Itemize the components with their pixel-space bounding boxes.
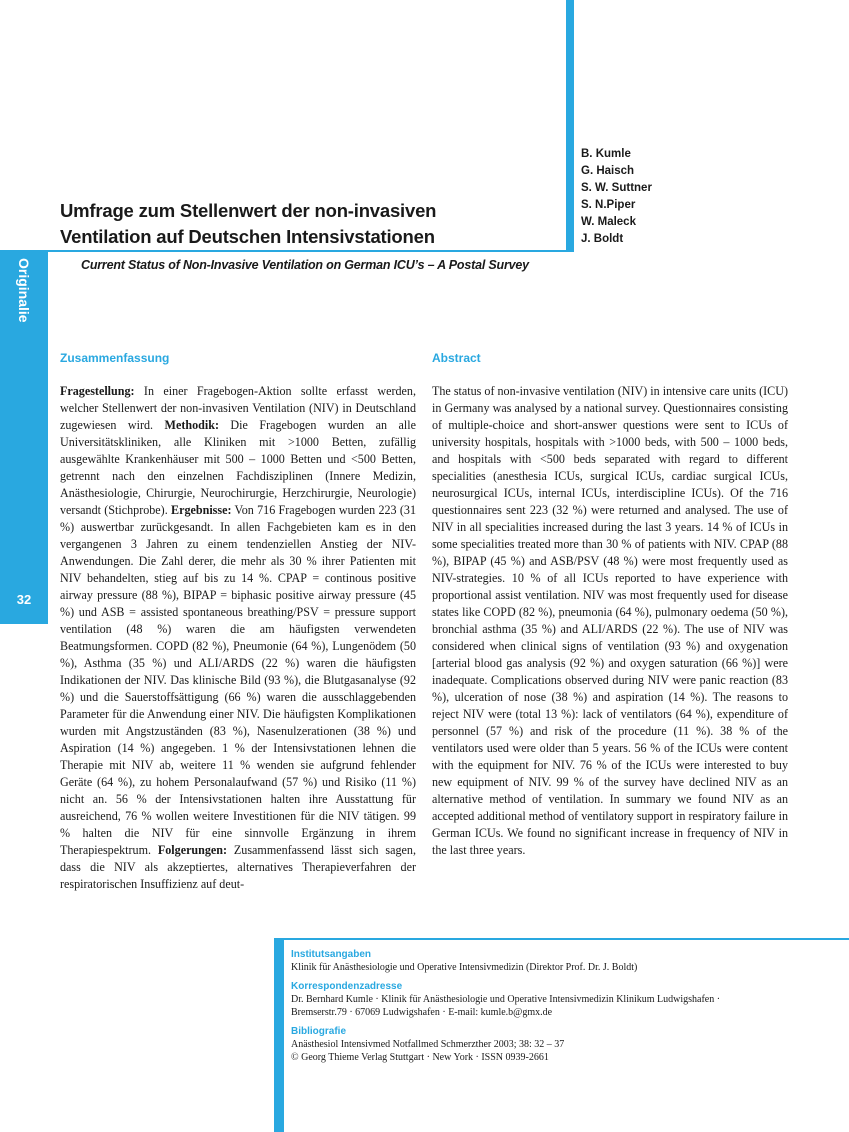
- bibliografie-line: © Georg Thieme Verlag Stuttgart · New York · ISSN 0939-2661: [291, 1052, 549, 1063]
- article-title: [60, 198, 560, 250]
- author: S. N.Piper: [581, 199, 636, 211]
- methodik-text: Die Fragebogen wurden an alle Universitätskliniken, alle Kliniken mit >1000 Betten, zufällig ausgewählte Krankenhäuser mit 500 – 1000 Betten und <500 Betten, getrennt nach den einzelnen Fachdisziplinen (Innere Medizin, Anästhesiologie, Chirurgie, Neurochirurgie, Herzchirurgie, Neurologie) versandt (Stichprobe).: [60, 418, 416, 517]
- korrespondenz-line: Dr. Bernhard Kumle · Klinik für Anästhesiologie und Operative Intensivmedizin Klinikum Ludwigshafen ·: [291, 994, 721, 1005]
- accent-bar-vertical: [566, 0, 574, 252]
- abstract-heading: Abstract: [432, 351, 481, 365]
- title-line-1: Umfrage zum Stellenwert der non-invasiven: [60, 200, 437, 221]
- author: B. Kumle: [581, 148, 631, 160]
- bibliografie-heading: Bibliografie: [291, 1026, 347, 1037]
- zusammenfassung-heading: Zusammenfassung: [60, 351, 170, 365]
- methodik-label: Methodik:: [164, 418, 219, 432]
- bibliografie-block: [291, 1025, 791, 1064]
- korrespondenz-line: Bremserstr.79 · 67069 Ludwigshafen · E-mail: kumle.b@gmx.de: [291, 1007, 553, 1018]
- ergebnisse-text: Von 716 Fragebogen wurden 223 (31 %) auswertbar zurückgesandt. In allen Fachgebieten kam es in den vergangenen 3 Jahren zu einem tendenziellen Anstieg der NIV-Anwendungen. Die Zahl derer, die mehr als 30 % ihrer Patienten mit NIV behandelten, stieg auf bis zu 14 %. CPAP = continous positive airway pressure (88 %), BIPAP = biphasic positive airway pressure (45 %) und ASB = assisted spontaneous breathing/PSV = pressure support ventilation (48 %) waren die am häufigsten verwendeten Beatmungsformen. COPD (82 %), Pneumonie (64 %), Lungenödem (50 %), Asthma (35 %) und ALI/ARDS (22 %) waren die häufigsten Indikationen der NIV. Das klinische Bild (93 %), die Blutgasanalyse (92 %) und die Sauerstoffsättigung (66 %) waren die ausschlaggebenden Parameter für die Anwendung einer NIV. Die häufigsten Komplikationen wurden mit Angstzuständen (83 %), Nasenulzerationen (38 %) und Aspiration (14 %) angegeben. 1 % der Intensivstationen lehnen die Therapie mit NIV ab, weitere 11 % wenden sie aufgrund fehlender Geräte (64 %), zu hohem Personalaufwand (57 %) und Risiko (11 %) nicht an. 56 % der Intensivstationen halten ihre Ausstattung für ausreichend, 76 % wollen weitere Investitionen für die NIV tätigen. 99 % halten die NIV für eine sinnvolle Ergänzung in ihrem Therapiespektrum.: [60, 503, 416, 857]
- fragestellung-label: Fragestellung:: [60, 384, 135, 398]
- folgerungen-label: Folgerungen:: [157, 843, 228, 857]
- info-box-bar: [274, 938, 284, 1132]
- abstract-body: The status of non-invasive ventilation (NIV) in intensive care units (ICU) in Germany was analysed by a national survey. Questionnaires consisting of multiple-choice and short-answer questions were sent to ICUs of university hospitals, hospitals with >1000 beds, with 500 – 1000 beds, and hospitals with <500 beds separated with regard to different specialities (anesthesia ICUs, surgical ICUs, cardiac surgical ICUs, neurosurgical ICUs, internal ICUs, interdiscipline ICUs). Of the 716 questionnaires sent 223 (32 %) were returned and analysed. The use of NIV in all specialities increased during the last 3 years. 14 % of ICUs in some specialities treated more than 30 % of patients with NIV. CPAP (88 %), BIPAP (45 %) and ASB/PSV (48 %) were most frequently used as NIV-strategies. 10 % of all ICUs reported to have experience with proportional assist ventilation. NIV was most frequently used for disease states like COPD (82 %), pneumonia (64 %), pulmonary oedema (50 %), bronchial asthma (35 %) and ALI/ARDS (22 %). The use of NIV was considered when clinical signs of ventilation (93 %) and oxygenation [arterial blood gas analysis (92 %) and oxygen saturation (66 %)] were inadequate. Complications observed during NIV were panic reaction (83 %), ulceration of nose (38 %) and aspiration (14 %). The reasons to reject NIV were (total 13 %): lack of ventilators (64 %), expenditure of personnel (57 %) and risk of the procedure (11 %). 38 % of the ventilators used were older than 5 years. 56 % of the ICUs were content with the equipment for NIV. 76 % of the ICUs were interested to buy new equipment of NIV. 99 % of the survey have declined NIV as an alternative method of ventilation. In summary we found NIV as an accepted additional method of ventilatory support in respiratory failure in German ICUs. We found no significant increase in frequency of NIV in the last three years.: [432, 384, 789, 857]
- zusammenfassung-body: [60, 383, 416, 893]
- info-box: [291, 948, 791, 1070]
- title-rule: [0, 250, 570, 252]
- author: S. W. Suttner: [581, 182, 652, 194]
- author: G. Haisch: [581, 165, 635, 177]
- institut-block: [291, 948, 791, 974]
- institut-text: Klinik für Anästhesiologie und Operative Intensivmedizin (Direktor Prof. Dr. J. Boldt): [291, 962, 638, 973]
- author: J. Boldt: [581, 233, 624, 245]
- korrespondenz-heading: Korrespondenzadresse: [291, 981, 403, 992]
- article-type-label: Originalie: [16, 258, 32, 323]
- author: W. Maleck: [581, 216, 636, 228]
- ergebnisse-label: Ergebnisse:: [171, 503, 232, 517]
- english-title: Current Status of Non-Invasive Ventilation on German ICU’s – A Postal Survey: [81, 258, 529, 272]
- bibliografie-line: Anästhesiol Intensivmed Notfallmed Schmerzther 2003; 38: 32 – 37: [291, 1039, 565, 1050]
- author-list: [581, 146, 652, 248]
- title-line-2: Ventilation auf Deutschen Intensivstationen: [60, 226, 435, 247]
- institut-heading: Institutsangaben: [291, 949, 372, 960]
- fragestellung-text: In einer Fragebogen-Aktion sollte erfasst werden, welcher Stellenwert der non-invasiven Ventilation (NIV) in Deutschland zugewiesen wird.: [60, 384, 416, 432]
- folgerungen-text: Zusammenfassend lässt sich sagen, dass die NIV als akzeptiertes, alternatives Therapieverfahren der respiratorischen Insuffizienz auf deut-: [60, 843, 416, 891]
- korrespondenz-block: [291, 980, 791, 1019]
- page-number: 32: [16, 592, 32, 607]
- info-box-rule: [274, 938, 849, 940]
